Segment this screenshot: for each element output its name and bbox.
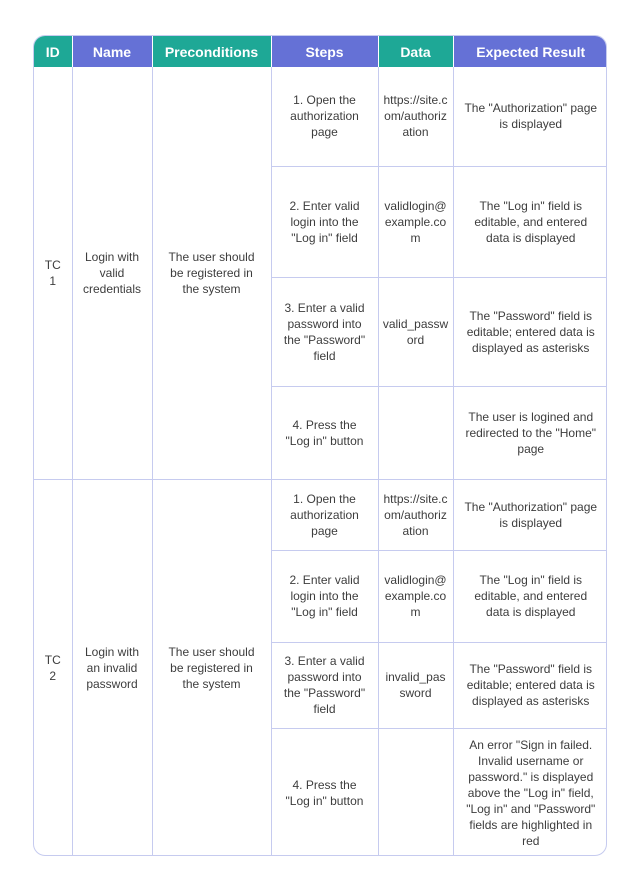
header-id: ID bbox=[34, 36, 72, 67]
test-case-table bbox=[34, 36, 607, 856]
data-cell: valid_password bbox=[378, 277, 453, 386]
expected-result-cell: The "Password" field is editable; entered data is displayed as asterisks bbox=[453, 277, 607, 386]
header-data: Data bbox=[378, 36, 453, 67]
data-cell: https://site.com/authorization bbox=[378, 67, 453, 166]
data-cell bbox=[378, 728, 453, 856]
step-cell: 4. Press the "Log in" button bbox=[271, 728, 378, 856]
step-cell: 4. Press the "Log in" button bbox=[271, 386, 378, 479]
test-case-preconditions: The user should be registered in the system bbox=[152, 67, 271, 479]
step-cell: 3. Enter a valid password into the "Password" field bbox=[271, 277, 378, 386]
test-case-name: Login with valid credentials bbox=[72, 67, 152, 479]
step-cell: 1. Open the authorization page bbox=[271, 67, 378, 166]
header-name: Name bbox=[72, 36, 152, 67]
data-cell: invalid_password bbox=[378, 642, 453, 728]
header-row bbox=[34, 36, 607, 67]
header-expected-result: Expected Result bbox=[453, 36, 607, 67]
test-case-name: Login with an invalid password bbox=[72, 479, 152, 856]
step-cell: 3. Enter a valid password into the "Password" field bbox=[271, 642, 378, 728]
data-cell: validlogin@example.com bbox=[378, 166, 453, 277]
test-case-id: TC2 bbox=[34, 479, 72, 856]
expected-result-cell: The "Authorization" page is displayed bbox=[453, 67, 607, 166]
header-steps: Steps bbox=[271, 36, 378, 67]
expected-result-cell: The "Log in" field is editable, and entered data is displayed bbox=[453, 166, 607, 277]
step-cell: 1. Open the authorization page bbox=[271, 479, 378, 550]
step-cell: 2. Enter valid login into the "Log in" field bbox=[271, 166, 378, 277]
table-row bbox=[34, 479, 607, 550]
expected-result-cell: The user is logined and redirected to the "Home" page bbox=[453, 386, 607, 479]
data-cell bbox=[378, 386, 453, 479]
test-case-preconditions: The user should be registered in the system bbox=[152, 479, 271, 856]
test-case-table-container bbox=[33, 35, 607, 856]
data-cell: https://site.com/authorization bbox=[378, 479, 453, 550]
table-row bbox=[34, 67, 607, 166]
data-cell: validlogin@example.com bbox=[378, 550, 453, 642]
test-case-id: TC1 bbox=[34, 67, 72, 479]
header-preconditions: Preconditions bbox=[152, 36, 271, 67]
expected-result-cell: The "Password" field is editable; entered data is displayed as asterisks bbox=[453, 642, 607, 728]
expected-result-cell: The "Authorization" page is displayed bbox=[453, 479, 607, 550]
expected-result-cell: The "Log in" field is editable, and entered data is displayed bbox=[453, 550, 607, 642]
step-cell: 2. Enter valid login into the "Log in" field bbox=[271, 550, 378, 642]
expected-result-cell: An error "Sign in failed. Invalid username or password." is displayed above the "Log in" field, "Log in" and "Password" fields are highlighted in red bbox=[453, 728, 607, 856]
